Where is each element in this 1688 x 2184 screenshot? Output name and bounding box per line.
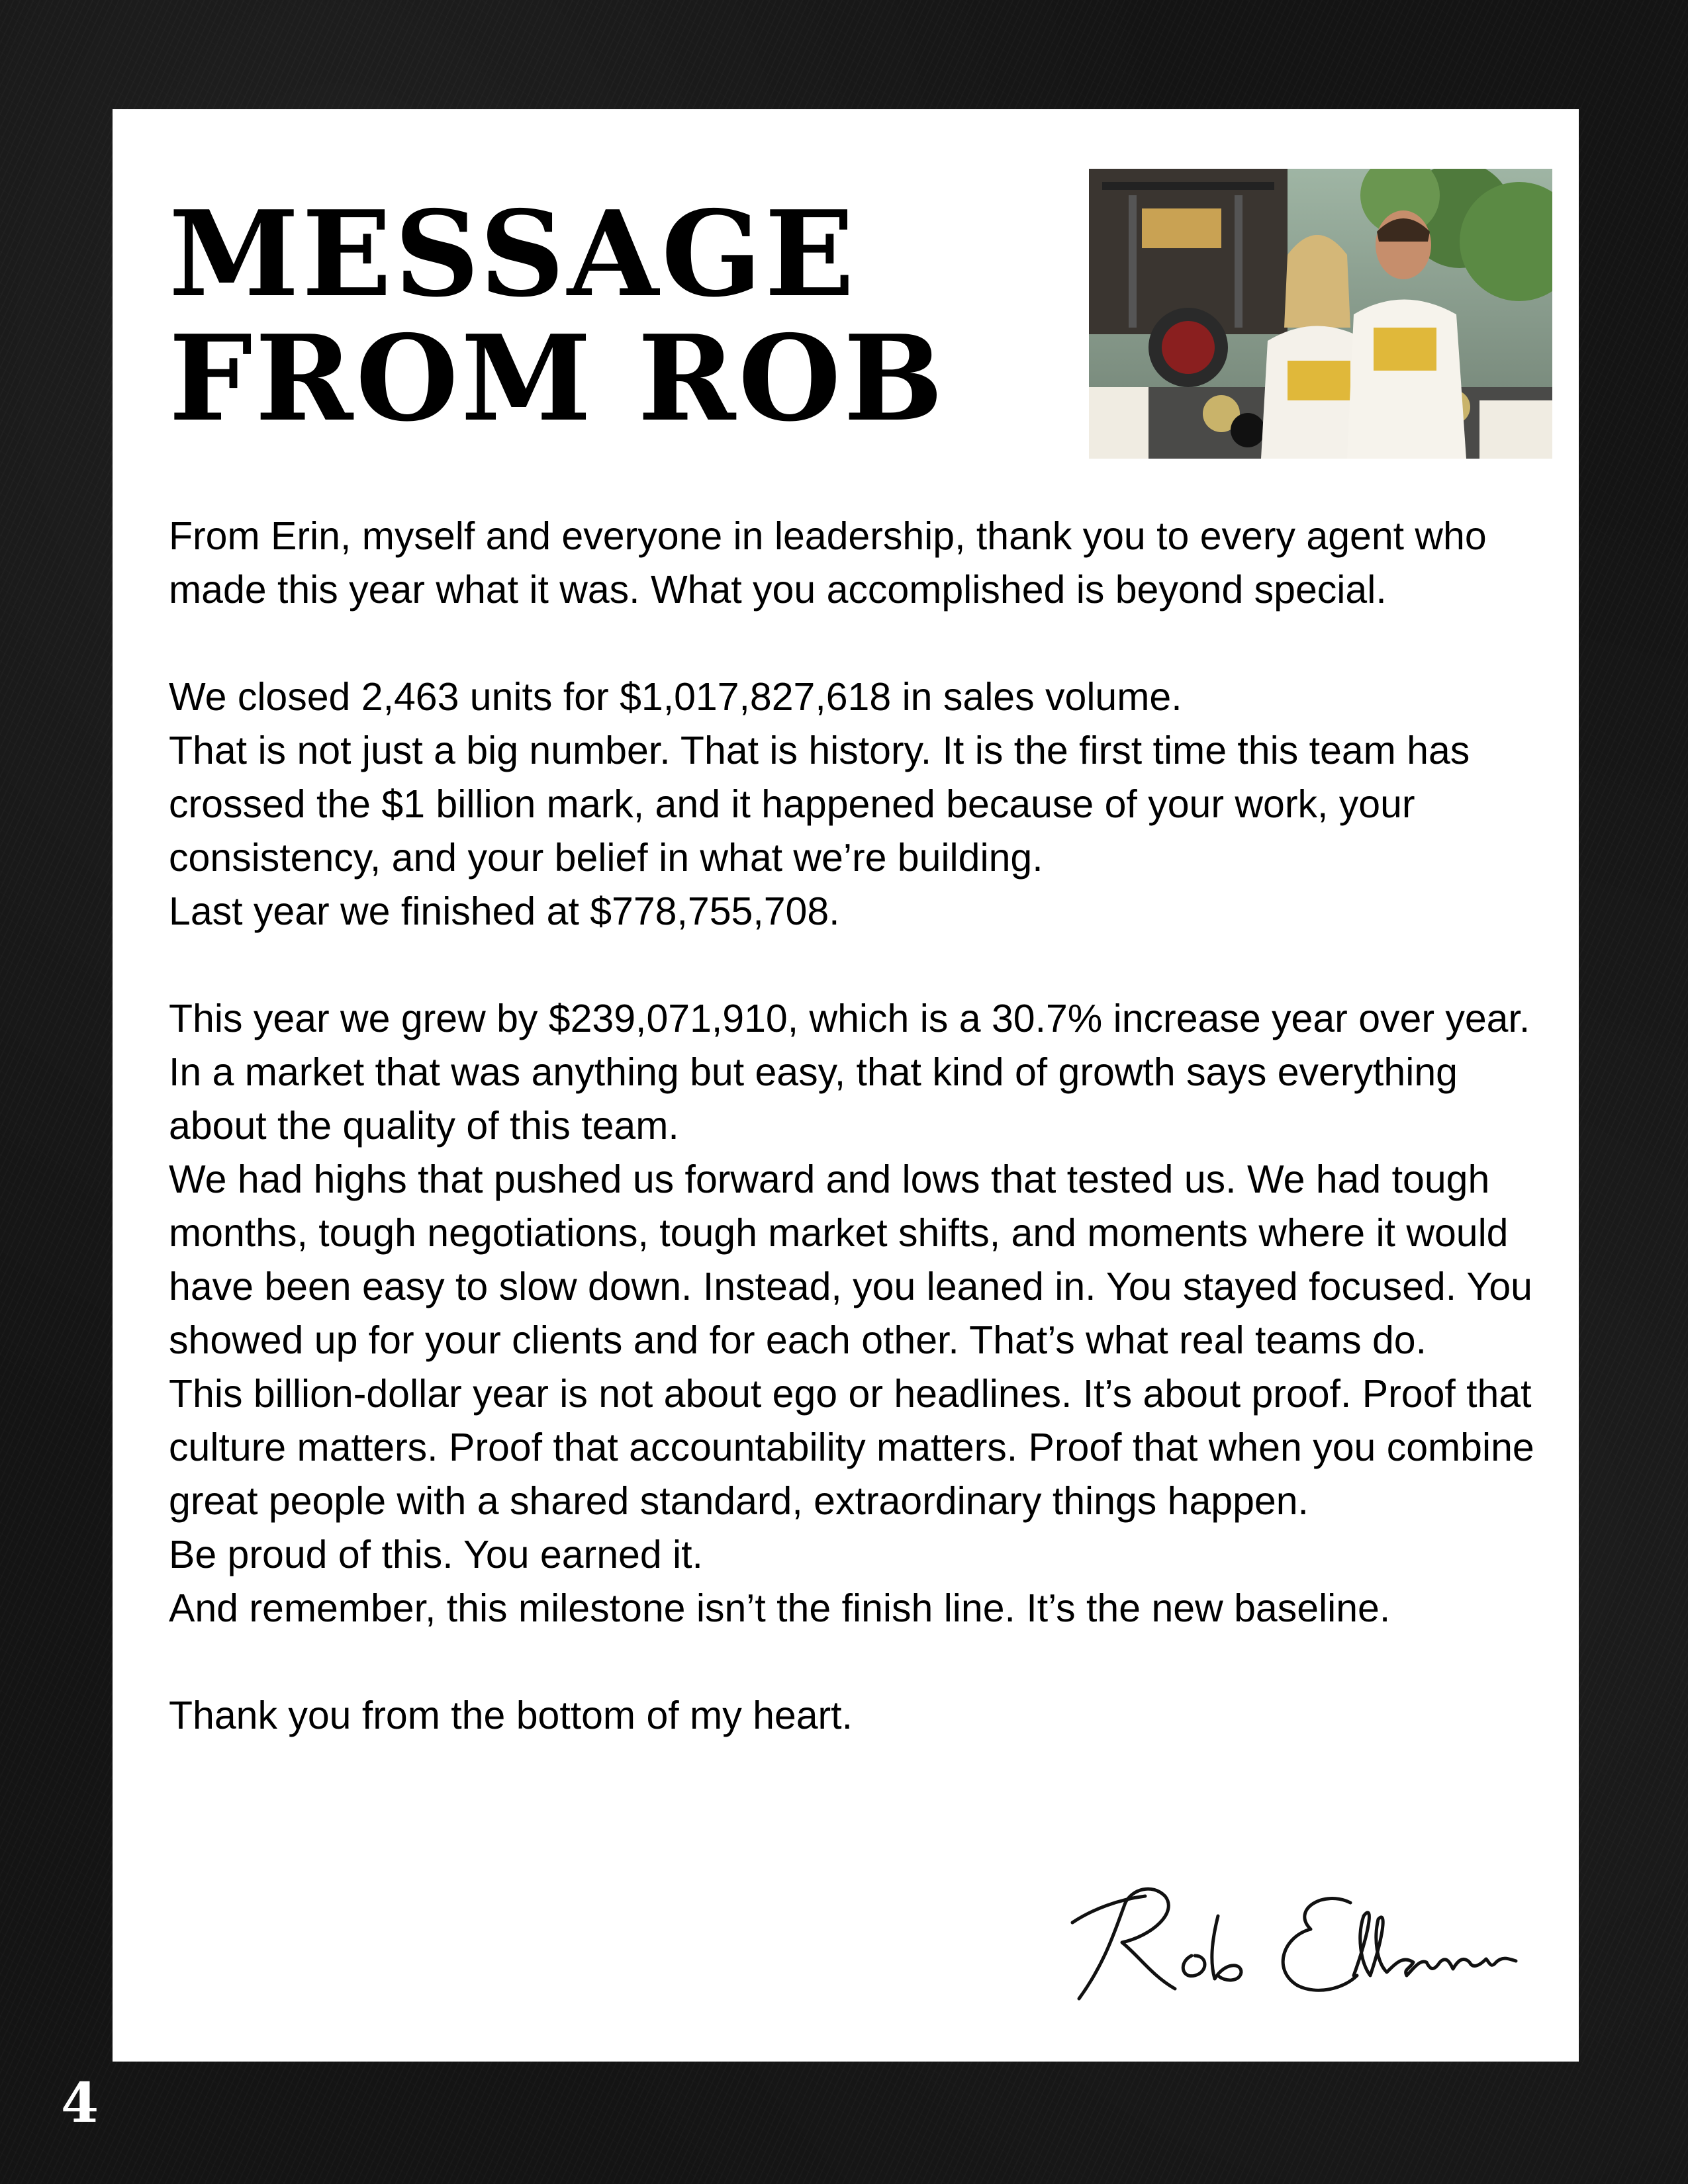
paragraph: Be proud of this. You earned it. [169, 1533, 703, 1576]
paragraph: This billion-dollar year is not about ego or headlines. It’s about proof. Proof that culture matters. Proof that accountability matters. Proof that when you combine great people with a shared standard, extraordinary things happen. [169, 1372, 1534, 1523]
letter-body [169, 510, 1546, 1743]
paragraph: And remember, this milestone isn’t the finish line. It’s the new baseline. [169, 1586, 1391, 1630]
page-number: 4 [61, 2071, 99, 2135]
couple-portrait-photo [1089, 169, 1552, 459]
paragraph: We closed 2,463 units for $1,017,827,618 in sales volume. [169, 675, 1182, 719]
paragraph: We had highs that pushed us forward and lows that tested us. We had tough months, tough negotiations, tough market shifts, and moments where it would have been easy to slow down. Instead, you leaned in. You stayed focused. You showed up for your clients and for each other. That’s what real teams do. [169, 1158, 1532, 1362]
closing-line: Thank you from the bottom of my heart. [169, 1694, 853, 1737]
paragraph: From Erin, myself and everyone in leadership, thank you to every agent who made this year what it was. What you accomplished is beyond special. [169, 514, 1487, 612]
page-title: MESSAGE FROM ROB [169, 185, 946, 447]
paragraph: That is not just a big number. That is history. It is the first time this team has crossed the $1 billion mark, and it happened because of your work, your consistency, and your belief in what we’re building. [169, 729, 1470, 880]
paragraph: This year we grew by $239,071,910, which is a 30.7% increase year over year. In a market that was anything but easy, that kind of growth says everything about the quality of this team. [169, 997, 1530, 1148]
paragraph: Last year we finished at $778,755,708. [169, 889, 840, 933]
signature [1053, 1863, 1529, 2028]
letter-card [113, 109, 1579, 2062]
